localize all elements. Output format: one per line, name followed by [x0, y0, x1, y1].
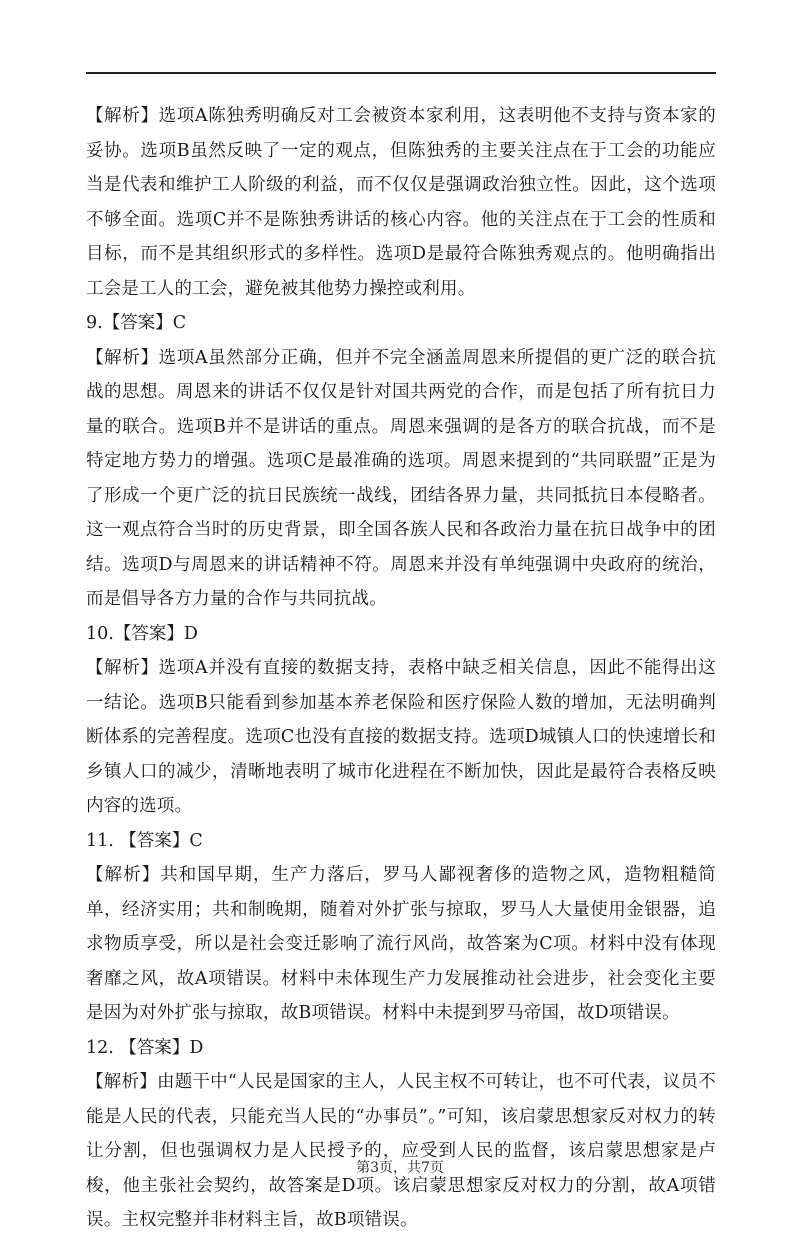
answer-q10: 10.【答案】D — [86, 623, 198, 644]
answer-q11: 11. 【答案】C — [86, 830, 203, 851]
header-rule — [86, 72, 716, 74]
analysis-q9: 【解析】选项A虽然部分正确，但并不完全涵盖周恩来所提倡的更广泛的联合抗战的思想。周恩来的讲话不仅仅是针对国共两党的合作，而是包括了所有抗日力量的联合。选项B并不是讲话的重点。周恩来强调的是各方的联合抗战，而不是特定地方势力的增强。选项C是最准确的选项。周恩来提到的“共同联盟”正是为了形成一个更广泛的抗日民族统一战线，团结各界力量，共同抵抗日本侵略者。这一观点符合当时的历史背景，即全国各族人民和各政治力量在抗日战争中的团结。选项D与周恩来的讲话精神不符。周恩来并没有单纯强调中央政府的统治，而是倡导各方力量的合作与共同抗战。 — [86, 347, 716, 609]
page-number-footer: 第3页，共7页 — [356, 1160, 444, 1176]
analysis-q11: 【解析】共和国早期，生产力落后，罗马人鄙视奢侈的造物之风，造物粗糙简单，经济实用；共和制晚期，随着对外扩张与掠取，罗马人大量使用金银器，追求物质享受，所以是社会变迁影响了流行风尚，故答案为C项。材料中没有体现奢靡之风，故A项错误。材料中未体现生产力发展推动社会进步，社会变化主要是因为对外扩张与掠取，故B项错误。材料中未提到罗马帝国，故D项错误。 — [86, 865, 716, 1023]
analysis-q10: 【解析】选项A并没有直接的数据支持，表格中缺乏相关信息，因此不能得出这一结论。选项B只能看到参加基本养老保险和医疗保险人数的增加，无法明确判断体系的完善程度。选项C也没有直接的数据支持。选项D城镇人口的快速增长和乡镇人口的减少，清晰地表明了城市化进程在不断加快，因此是最符合表格反映内容的选项。 — [86, 658, 716, 816]
document-body — [86, 99, 716, 1238]
answer-q12: 12. 【答案】D — [86, 1037, 204, 1058]
analysis-q12: 【解析】由题干中“人民是国家的主人，人民主权不可转让，也不可代表，议员不能是人民的代表，只能充当人民的“办事员”。”可知，该启蒙思想家反对权力的转让分割，但也强调权力是人民授予的，应受到人民的监督，该启蒙思想家是卢梭，他主张社会契约，故答案是D项。该启蒙思想家反对权力的分割，故A项错误。主权完整并非材料主旨，故B项错误。 — [86, 1072, 716, 1230]
answer-q9: 9.【答案】C — [86, 313, 187, 333]
analysis-q8: 【解析】选项A陈独秀明确反对工会被资本家利用，这表明他不支持与资本家的妥协。选项B虽然反映了一定的观点，但陈独秀的主要关注点在于工会的功能应当是代表和维护工人阶级的利益，而不仅仅是强调政治独立性。因此，这个选项不够全面。选项C并不是陈独秀讲话的核心内容。他的关注点在于工会的性质和目标，而不是其组织形式的多样性。选项D是最符合陈独秀观点的。他明确指出工会是工人的工会，避免被其他势力操控或利用。 — [86, 106, 716, 299]
